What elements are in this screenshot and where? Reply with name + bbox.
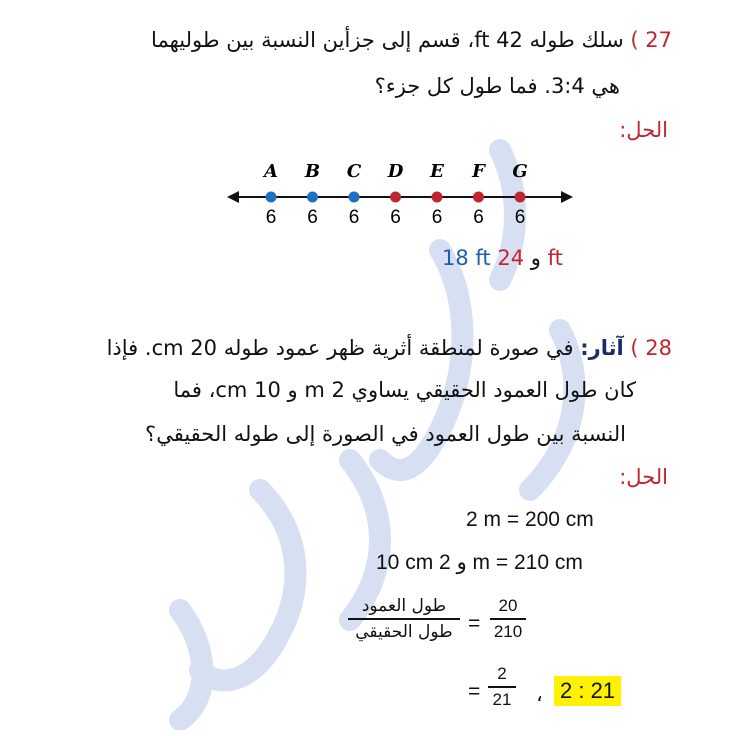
- point-label-e: E: [430, 161, 444, 182]
- fraction-denominator-21: 21: [492, 690, 512, 709]
- answer-and: و: [530, 246, 541, 270]
- point-dot-c: [349, 192, 360, 203]
- point-dot-e: [432, 192, 443, 203]
- fraction-numerator-20: 20: [498, 596, 518, 615]
- fraction-2-21: [488, 664, 516, 710]
- fraction-denominator-210: 210: [493, 622, 523, 641]
- number-line: [225, 155, 575, 235]
- q28-text-line1: في صورة لمنطقة أثرية ظهر عمود طوله 20 cm. فإذا: [106, 336, 574, 360]
- point-label-b: B: [304, 161, 321, 182]
- fraction-words-denominator: طول الحقيقي: [355, 622, 453, 642]
- final-answer-highlight: 2 : 21: [554, 676, 621, 706]
- fraction-words-numerator: طول العمود: [361, 596, 447, 616]
- q28-solution-label: الحل:: [619, 465, 668, 489]
- segment-value: 6: [348, 207, 360, 228]
- segment-value: 6: [473, 207, 484, 228]
- fraction-numerator-2: 2: [497, 664, 507, 683]
- segment-value: 6: [307, 207, 318, 228]
- left-arrow-icon: [227, 191, 239, 203]
- comma-separator: ،: [536, 683, 543, 706]
- equation-2: [376, 550, 583, 575]
- point-label-f: F: [472, 161, 485, 182]
- equals-sign-1: =: [468, 612, 481, 635]
- answer-blue: 18 ft: [442, 246, 491, 270]
- fraction-bar: [490, 618, 526, 620]
- q28-number: 28 ): [630, 336, 672, 360]
- fraction-words: [348, 596, 460, 642]
- segment-value: 6: [265, 207, 277, 228]
- equation-2-left: 10 cm و: [376, 551, 467, 574]
- q27-answer: [442, 246, 563, 270]
- q27-solution-label: الحل:: [619, 118, 668, 142]
- fraction-bar: [488, 686, 516, 688]
- q27-number: 27 ): [630, 28, 672, 52]
- q27-line1: [151, 28, 672, 52]
- fraction-20-210: [490, 596, 526, 642]
- q28-text-line2: كان طول العمود الحقيقي يساوي 2 m و 10 cm، فما: [173, 378, 636, 402]
- point-label-g: G: [512, 161, 528, 182]
- segment-value: 6: [431, 207, 443, 228]
- point-dot-a: [266, 192, 277, 203]
- point-dot-d: [390, 192, 401, 203]
- q28-topic: آثار:: [580, 336, 624, 360]
- q28-text-line3: النسبة بين طول العمود في الصورة إلى طوله الحقيقي؟: [145, 422, 626, 446]
- point-label-a: A: [264, 161, 278, 182]
- q27-text-line2: هي 3:4. فما طول كل جزء؟: [374, 74, 620, 98]
- point-dot-f: [473, 192, 484, 203]
- fraction-bar: [348, 618, 460, 620]
- point-dot-b: [307, 192, 318, 203]
- point-label-c: C: [346, 161, 362, 182]
- equals-sign-2: =: [468, 680, 481, 703]
- q28-line1: [107, 336, 672, 360]
- segment-value: 6: [514, 207, 526, 228]
- point-dot-g: [515, 192, 526, 203]
- segment-value: 6: [390, 207, 401, 228]
- right-arrow-icon: [561, 191, 573, 203]
- point-label-d: D: [387, 161, 404, 182]
- equation-1: 2 m = 200 cm: [466, 508, 594, 531]
- answer-red: 24 ft: [497, 246, 563, 270]
- equation-2-right: 2 m = 210 cm: [439, 551, 583, 574]
- q27-text-line1: سلك طوله 42 ft، قسم إلى جزأين النسبة بين طوليهما: [151, 28, 624, 52]
